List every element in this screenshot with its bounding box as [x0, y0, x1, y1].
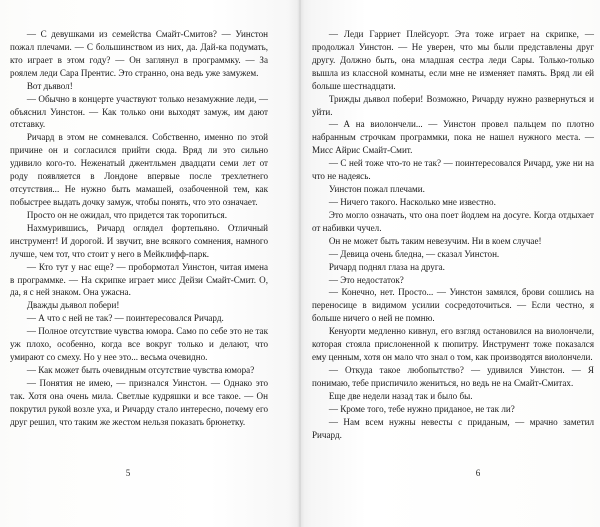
- paragraph: Еще две недели назад так и было бы.: [328, 390, 473, 401]
- paragraph: Это могло означать, что она поет йодлем на досуге. Когда отдыхает от набивки чучел.: [312, 209, 594, 233]
- paragraph: — А на виолончели... — Уинстон провел пальцем по плотно набранным строчкам программки, пока не нашел нужного места. — Мисс Айрис Смайт-Смит.: [312, 119, 594, 156]
- paragraph: — С ней тоже что-то не так? — поинтересовался Ричард, уже ни на что не надеясь.: [312, 158, 594, 182]
- right-page-text-column: [312, 28, 594, 442]
- paragraph: — Ничего такого. Насколько мне известно.: [328, 196, 496, 207]
- paragraph: — Конечно, нет. Просто... — Уинстон замялся, брови сошлись на переносице в видимом усилии сосредоточиться. — Если честно, я больше ничего о ней не помню.: [312, 287, 594, 324]
- left-page-text-column: [10, 28, 268, 429]
- paragraph: Ричард в этом не сомневался. Собственно, именно по этой причине он и согласился прийти сюда. Вряд ли это сильно удивило кого-то. Неженатый джентльмен двадцати семи лет от роду появляется в Лондоне впервые после трехлетнего отсутствия... Не нужно быть мамашей, озабоченной тем, как побыстрее выдать дочку замуж, чтобы понять, что это означает.: [10, 132, 268, 207]
- paragraph: — Кроме того, тебе нужно приданое, не так ли?: [328, 403, 515, 414]
- paragraph: Просто он не ожидал, что придется так торопиться.: [26, 209, 228, 220]
- page-number-right: 6: [475, 468, 481, 478]
- paragraph: — Девица очень бледна, — сказал Уинстон.: [328, 248, 500, 259]
- paragraph: — Откуда такое любопытство? — удивился Уинстон. — Я понимаю, тебе приспичило жениться, но ведь не на Смайт-Смитах.: [312, 364, 594, 388]
- paragraph: Он не может быть таким невезучим. Ни в коем случае!: [328, 235, 542, 246]
- paragraph: Трижды дьявол побери! Возможно, Ричарду нужно развернуться и уйти.: [312, 93, 594, 117]
- paragraph: Кенуорти медленно кивнул, его взгляд остановился на виолончели, которая стояла прислоненной к пюпитру. Инструмент тоже показался ему ценным, хотя он мало что знал о том, как производятся виолончели.: [312, 326, 594, 363]
- paragraph: — Кто тут у нас еще? — пробормотал Уинстон, читая имена в программке. — На скрипке играет мисс Дейзи Смайт-Смит. О, да, я с ней знаком. Она ужасна.: [10, 261, 268, 298]
- paragraph: — Полное отсутствие чувства юмора. Само по себе это не так уж плохо, особенно, когда все вокруг только и делают, что умирают со смеху. Но у нее это... весьма очевидно.: [10, 326, 268, 363]
- paragraph: Уинстон пожал плечами.: [328, 184, 425, 195]
- paragraph: — Леди Гарриет Плейсуорт. Эта тоже играет на скрипке, — продолжал Уинстон. — Не уверен, что мы были представлены друг другу. Должно быть, она младшая сестра леди Сары. Только-только вышла из классной комнаты, если мне не изменяет память. Вряд ли ей больше шестнадцати.: [312, 29, 594, 91]
- paragraph: — Обычно в концерте участвуют только незамужние леди, — объяснил Уинстон. — Как только они выходят замуж, им дают отставку.: [10, 93, 268, 130]
- book-gutter-shadow: [288, 0, 312, 527]
- page-number-left: 5: [125, 468, 131, 478]
- paragraph: — Как может быть очевидным отсутствие чувства юмора?: [26, 364, 255, 375]
- paragraph: — Это недостаток?: [328, 274, 404, 285]
- paragraph: Вот дьявол!: [26, 80, 73, 91]
- paragraph: — А что с ней не так? — поинтересовался Ричард.: [26, 313, 224, 324]
- paragraph: — Понятия не имею, — признался Уинстон. — Однако это так. Хотя она очень мила. Светлые кудряшки и все такое. — Он покрутил рукой возле уха, и Ричарду стало интересно, почему его друг решил, что таким же жестом нельзя показать брюнетку.: [10, 377, 268, 427]
- paragraph: Дважды дьявол побери!: [26, 300, 120, 311]
- paragraph: Нахмурившись, Ричард оглядел фортепьяно. Отличный инструмент! И дорогой. И звучит, вне всякого сомнения, намного лучше, чем тот, что стоит у него в Мейклифф-парк.: [10, 222, 268, 259]
- paragraph: — С девушками из семейства Смайт-Смитов? — Уинстон пожал плечами. — С большинством из них, да. Дай-ка подумать, кто играет в этом году? — Он заглянул в программку. — За роялем леди Сара Прентис. Это странно, она ведь уже замужем.: [10, 29, 268, 78]
- paragraph: Ричард поднял глаза на друга.: [328, 261, 445, 272]
- paragraph: — Нам всем нужны невесты с приданым, — мрачно заметил Ричард.: [312, 416, 594, 440]
